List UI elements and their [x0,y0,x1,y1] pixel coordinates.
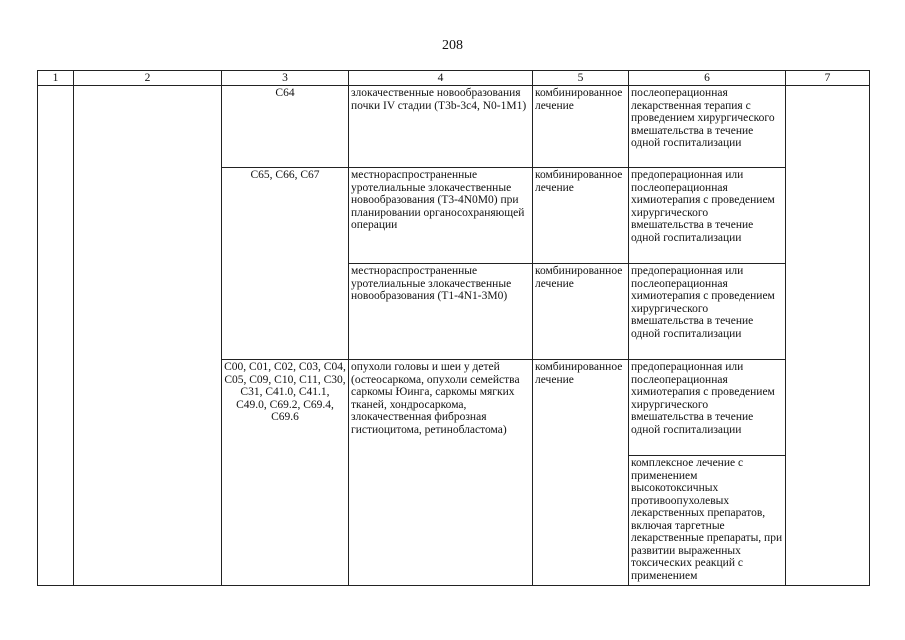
treatment-type-cell: комбинированное лечение [533,264,629,360]
medical-care-table [37,70,870,586]
table-row [38,86,870,168]
column-header: 1 [38,71,74,86]
condition-cell: местнораспространенные уротелиальные злокачественные новообразования (T3-4N0M0) при планировании органосохраняющей операции [349,168,533,264]
method-cell: предоперационная или послеоперационная химиотерапия с проведением хирургического вмешательства в течение одной госпитализации [629,168,786,264]
column-header: 5 [533,71,629,86]
column-header: 3 [222,71,349,86]
cell-col1 [38,86,74,586]
cell-col7 [786,86,870,586]
header-row [38,71,870,86]
treatment-type-cell: комбинированное лечение [533,360,629,586]
method-cell: предоперационная или послеоперационная химиотерапия с проведением хирургического вмешательства в течение одной госпитализации [629,360,786,456]
column-header: 4 [349,71,533,86]
cell-col2 [74,86,222,586]
page-number: 208 [442,38,463,53]
icd-codes-cell: С64 [222,86,349,168]
treatment-type-cell: комбинированное лечение [533,168,629,264]
method-cell: предоперационная или послеоперационная химиотерапия с проведением хирургического вмешательства в течение одной госпитализации [629,264,786,360]
column-header: 7 [786,71,870,86]
icd-codes-cell: С00, С01, С02, С03, С04, С05, С09, С10, С11, С30, С31, С41.0, С41.1, С49.0, С69.2, С69.4, С69.6 [222,360,349,586]
condition-cell: опухоли головы и шеи у детей (остеосаркома, опухоли семейства саркомы Юинга, саркомы мягких тканей, хондросаркома, злокачественная фиброзная гистиоцитома, ретинобластома) [349,360,533,586]
condition-cell: местнораспространенные уротелиальные злокачественные новообразования (T1-4N1-3M0) [349,264,533,360]
method-cell: комплексное лечение с применением высокотоксичных противоопухолевых лекарственных препаратов, включая таргетные лекарственные препараты, при развитии выраженных токсических реакций с применением [629,456,786,586]
column-header: 2 [74,71,222,86]
condition-cell: злокачественные новообразования почки IV стадии (T3b-3c4, N0-1M1) [349,86,533,168]
treatment-type-cell: комбинированное лечение [533,86,629,168]
column-header: 6 [629,71,786,86]
method-cell: послеоперационная лекарственная терапия с проведением хирургического вмешательства в течение одной госпитализации [629,86,786,168]
icd-codes-cell: С65, С66, С67 [222,168,349,360]
